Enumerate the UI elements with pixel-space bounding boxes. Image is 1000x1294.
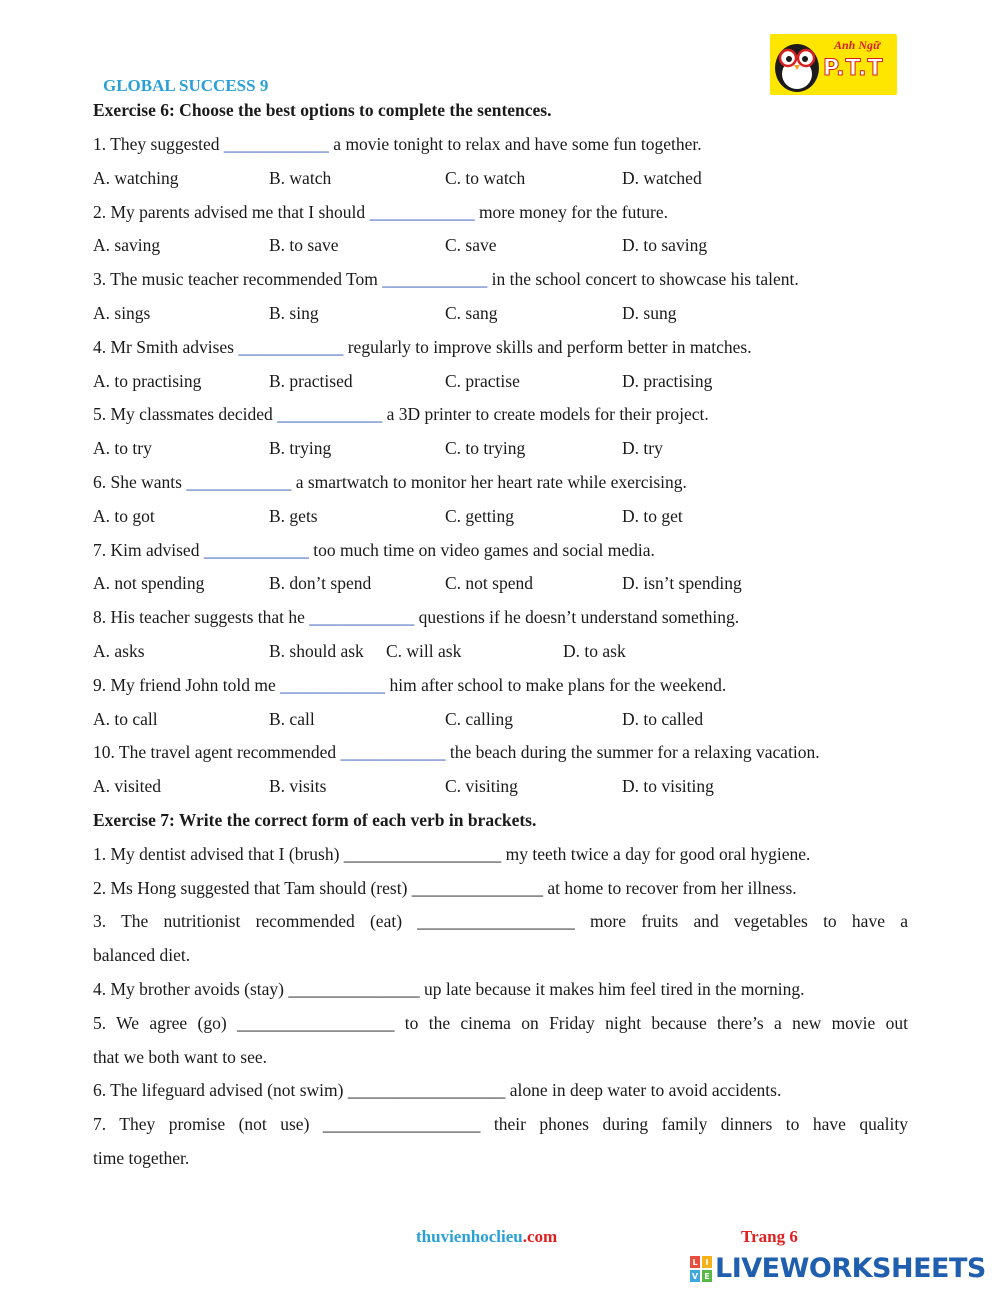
exercise-7-items bbox=[93, 838, 908, 1176]
svg-text:V: V bbox=[691, 1272, 699, 1281]
answer-blank[interactable]: ____________ bbox=[186, 471, 292, 492]
verb-item-5[interactable] bbox=[93, 1007, 908, 1041]
footer-website[interactable] bbox=[416, 1227, 557, 1247]
page-number: Trang 6 bbox=[741, 1227, 798, 1246]
answer-blank[interactable]: ____________ bbox=[203, 539, 309, 560]
answer-blank[interactable]: ____________ bbox=[277, 404, 383, 425]
option-a[interactable]: A. not spending bbox=[93, 573, 205, 594]
options-10 bbox=[93, 770, 908, 804]
option-b[interactable]: B. visits bbox=[269, 776, 327, 797]
question-text: questions if he doesn’t understand something. bbox=[414, 607, 740, 628]
option-d[interactable]: D. watched bbox=[622, 167, 702, 188]
question-text: the beach during the summer for a relaxing vacation. bbox=[445, 742, 820, 763]
liveworksheets-text: LIVEWORKSHEETS bbox=[715, 1253, 986, 1284]
option-c[interactable]: C. calling bbox=[445, 708, 514, 729]
answer-blank[interactable]: ____________ bbox=[340, 742, 446, 763]
answer-blank[interactable]: ____________ bbox=[382, 269, 488, 290]
option-b[interactable]: B. call bbox=[269, 708, 315, 729]
question-text: regularly to improve skills and perform better in matches. bbox=[343, 336, 752, 357]
question-text: 4. Mr Smith advises bbox=[93, 336, 239, 357]
option-c[interactable]: C. sang bbox=[445, 302, 498, 323]
verb-item-text: 4. My brother avoids (stay) _______________ up late because it makes him feel tired in the morning. bbox=[93, 978, 805, 999]
options-1 bbox=[93, 162, 908, 196]
question-text: 2. My parents advised me that I should bbox=[93, 201, 370, 222]
option-d[interactable]: D. sung bbox=[622, 302, 677, 323]
verb-item-3[interactable] bbox=[93, 905, 908, 939]
verb-item-5-continued: that we both want to see. bbox=[93, 1046, 267, 1067]
verb-item-text: 5. We agree (go) __________________ to the cinema on Friday night because there’s a new movie out bbox=[93, 1012, 908, 1033]
option-b[interactable]: B. don’t spend bbox=[269, 573, 372, 594]
option-a[interactable]: A. asks bbox=[93, 640, 145, 661]
verb-item-7-continued: time together. bbox=[93, 1147, 190, 1168]
question-text: too much time on video games and social media. bbox=[308, 539, 655, 560]
option-c[interactable]: C. visiting bbox=[445, 776, 518, 797]
verb-item-4[interactable] bbox=[93, 973, 908, 1007]
option-b[interactable]: B. gets bbox=[269, 505, 318, 526]
svg-text:E: E bbox=[704, 1272, 710, 1281]
question-text: 3. The music teacher recommended Tom bbox=[93, 269, 383, 290]
exercise-6-title: Exercise 6: Choose the best options to complete the sentences. bbox=[93, 100, 552, 120]
option-c[interactable]: C. getting bbox=[445, 505, 515, 526]
logo-name: P.T.T bbox=[823, 56, 884, 81]
options-3 bbox=[93, 297, 908, 331]
question-text: 6. She wants bbox=[93, 471, 187, 492]
question-3 bbox=[93, 263, 908, 297]
question-text: a 3D printer to create models for their project. bbox=[382, 404, 709, 425]
question-10 bbox=[93, 736, 908, 770]
options-4 bbox=[93, 365, 908, 399]
options-2 bbox=[93, 229, 908, 263]
option-c[interactable]: C. will ask bbox=[386, 640, 462, 661]
option-c[interactable]: C. to trying bbox=[445, 438, 526, 459]
verb-item-text: 1. My dentist advised that I (brush) __________________ my teeth twice a day for good oral hygiene. bbox=[93, 843, 811, 864]
question-text: 7. Kim advised bbox=[93, 539, 204, 560]
footer-site-name: thuvienhoclieu bbox=[416, 1227, 523, 1246]
question-text: 10. The travel agent recommended bbox=[93, 742, 341, 763]
question-4 bbox=[93, 331, 908, 365]
answer-blank[interactable]: ____________ bbox=[369, 201, 475, 222]
brand-logo bbox=[770, 34, 897, 95]
question-1 bbox=[93, 128, 908, 162]
liveworksheets-icon bbox=[690, 1256, 712, 1282]
option-a[interactable]: A. to try bbox=[93, 438, 152, 459]
option-b[interactable]: B. should ask bbox=[269, 640, 364, 661]
footer-site-tld: .com bbox=[522, 1227, 558, 1246]
options-5 bbox=[93, 432, 908, 466]
question-text: more money for the future. bbox=[474, 201, 668, 222]
question-7 bbox=[93, 534, 908, 568]
option-d[interactable]: D. to get bbox=[622, 505, 683, 526]
question-2 bbox=[93, 196, 908, 230]
option-a[interactable]: A. saving bbox=[93, 235, 161, 256]
question-5 bbox=[93, 398, 908, 432]
option-c[interactable]: C. save bbox=[445, 235, 497, 256]
options-9 bbox=[93, 703, 908, 737]
option-a[interactable]: A. to practising bbox=[93, 370, 202, 391]
liveworksheets-watermark bbox=[690, 1254, 986, 1284]
option-b[interactable]: B. watch bbox=[269, 167, 332, 188]
option-d[interactable]: D. try bbox=[622, 438, 663, 459]
question-text: a smartwatch to monitor her heart rate while exercising. bbox=[291, 471, 687, 492]
svg-text:L: L bbox=[692, 1258, 698, 1267]
options-8 bbox=[93, 635, 908, 669]
option-b[interactable]: B. sing bbox=[269, 302, 319, 323]
worksheet-content bbox=[93, 98, 908, 1176]
option-d[interactable]: D. to visiting bbox=[622, 776, 714, 797]
option-a[interactable]: A. visited bbox=[93, 776, 162, 797]
verb-item-1[interactable] bbox=[93, 838, 908, 872]
option-c[interactable]: C. not spend bbox=[445, 573, 533, 594]
question-text: 5. My classmates decided bbox=[93, 404, 278, 425]
answer-blank[interactable]: ____________ bbox=[280, 674, 386, 695]
answer-blank[interactable]: ____________ bbox=[223, 134, 329, 154]
option-a[interactable]: A. watching bbox=[93, 167, 179, 188]
option-d[interactable]: D. practising bbox=[622, 370, 713, 391]
verb-item-3-continued: balanced diet. bbox=[93, 945, 191, 966]
verb-item-text: 7. They promise (not use) __________________ their phones during family dinners to have quality bbox=[93, 1114, 908, 1135]
option-a[interactable]: A. sings bbox=[93, 302, 151, 323]
exercise-6-questions bbox=[93, 128, 908, 804]
question-6 bbox=[93, 466, 908, 500]
option-b[interactable]: B. to save bbox=[269, 235, 339, 256]
question-text: 8. His teacher suggests that he bbox=[93, 607, 310, 628]
option-d[interactable]: D. to saving bbox=[622, 235, 708, 256]
verb-item-text: 6. The lifeguard advised (not swim) __________________ alone in deep water to avoid accidents. bbox=[93, 1080, 782, 1101]
option-b[interactable]: B. practised bbox=[269, 370, 353, 391]
answer-blank[interactable]: ____________ bbox=[309, 607, 415, 628]
verb-item-6[interactable] bbox=[93, 1074, 908, 1108]
options-7 bbox=[93, 567, 908, 601]
question-text: 9. My friend John told me bbox=[93, 674, 281, 695]
verb-item-7[interactable] bbox=[93, 1108, 908, 1142]
svg-text:I: I bbox=[705, 1258, 709, 1267]
question-text: a movie tonight to relax and have some fun together. bbox=[328, 134, 702, 154]
logo-subtitle: Anh Ngữ bbox=[834, 38, 881, 52]
option-b[interactable]: B. trying bbox=[269, 438, 332, 459]
verb-item-text: 2. Ms Hong suggested that Tam should (rest) _______________ at home to recover from her illness. bbox=[93, 877, 797, 898]
question-text: 1. They suggested bbox=[93, 134, 224, 154]
question-9 bbox=[93, 669, 908, 703]
option-a[interactable]: A. to call bbox=[93, 708, 158, 729]
options-6 bbox=[93, 500, 908, 534]
option-a[interactable]: A. to got bbox=[93, 505, 155, 526]
answer-blank[interactable]: ____________ bbox=[238, 336, 344, 357]
option-d[interactable]: D. to called bbox=[622, 708, 704, 729]
question-text: in the school concert to showcase his talent. bbox=[487, 269, 799, 290]
option-c[interactable]: C. practise bbox=[445, 370, 520, 391]
verb-item-text: 3. The nutritionist recommended (eat) __________________ more fruits and vegetables to have a bbox=[93, 911, 908, 932]
question-text: him after school to make plans for the weekend. bbox=[385, 674, 727, 695]
verb-item-2[interactable] bbox=[93, 872, 908, 906]
header-title: GLOBAL SUCCESS 9 bbox=[103, 76, 269, 95]
option-d[interactable]: D. isn’t spending bbox=[622, 573, 742, 594]
question-8 bbox=[93, 601, 908, 635]
option-c[interactable]: C. to watch bbox=[445, 167, 526, 188]
option-d[interactable]: D. to ask bbox=[563, 640, 626, 661]
exercise-7-title: Exercise 7: Write the correct form of each verb in brackets. bbox=[93, 809, 537, 830]
